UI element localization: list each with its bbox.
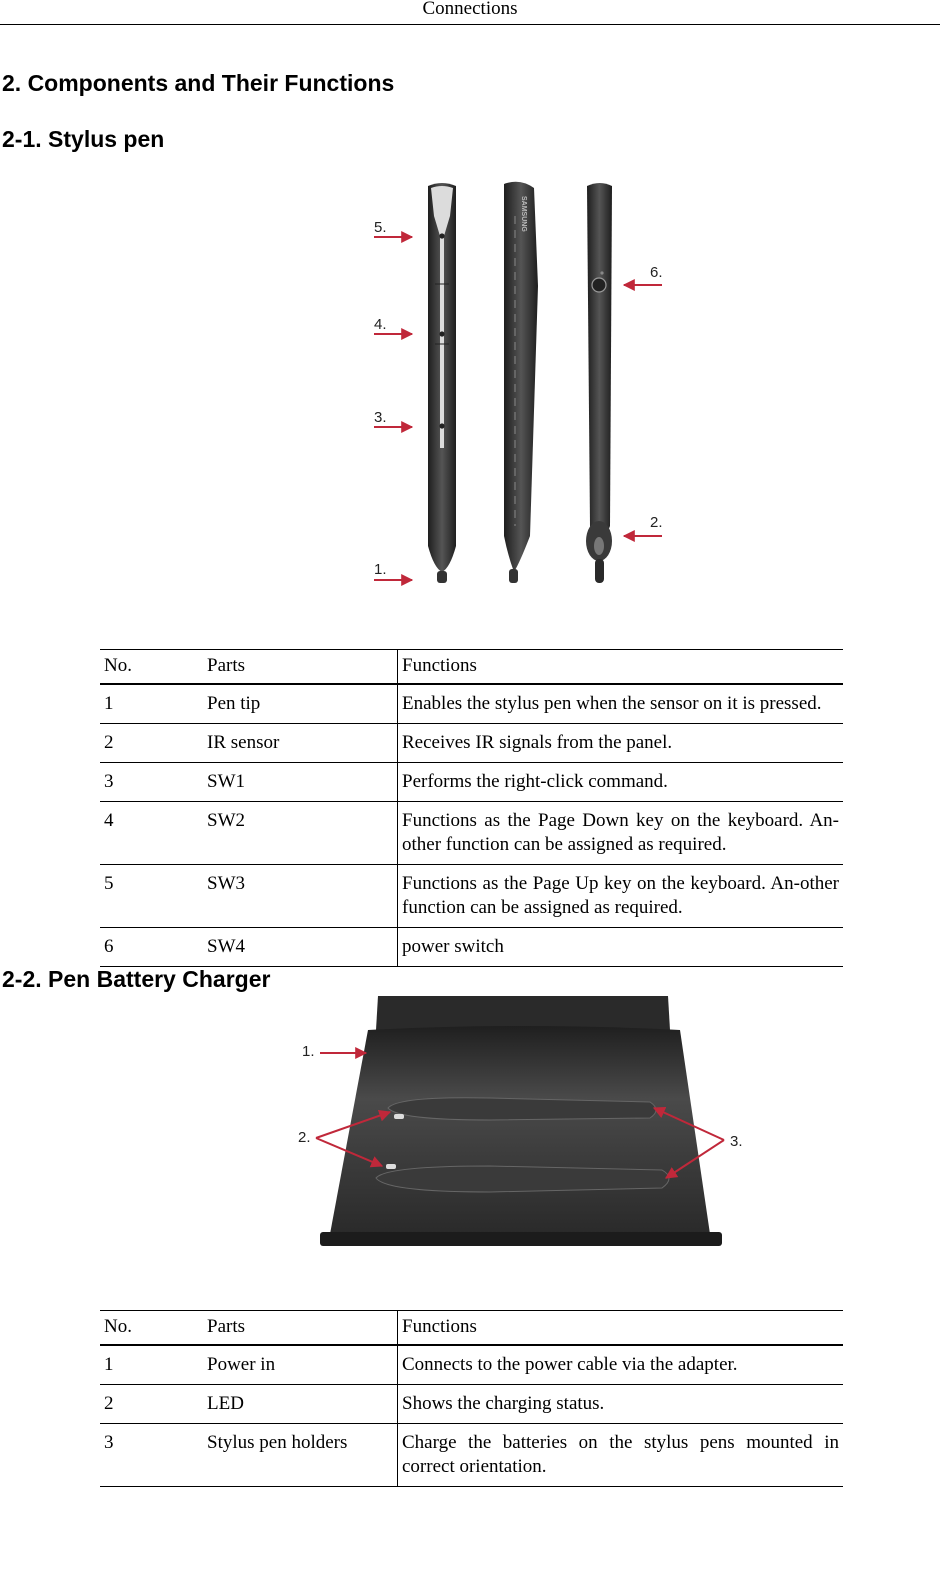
header-no: No.: [100, 1311, 203, 1346]
led-top-icon: [394, 1114, 404, 1119]
row-part: Pen tip: [203, 684, 398, 724]
callout-6: 6.: [650, 264, 663, 281]
row-function: Charge the batteries on the stylus pens mounted in correct orientation.: [398, 1424, 844, 1487]
row-function: Connects to the power cable via the adapter.: [398, 1345, 844, 1385]
header-parts: Parts: [203, 650, 398, 685]
table-header-row: [100, 650, 843, 685]
stylus-pen-heading: 2-1. Stylus pen: [2, 126, 165, 152]
row-function: Enables the stylus pen when the sensor on it is pressed.: [398, 684, 844, 724]
callout-1: 1.: [374, 561, 387, 578]
brand-logo: SAMSUNG: [520, 196, 527, 232]
table-row: [100, 1424, 843, 1487]
row-function: Performs the right-click command.: [398, 763, 844, 802]
row-function: Receives IR signals from the panel.: [398, 724, 844, 763]
table-row: [100, 763, 843, 802]
row-no: 2: [100, 1385, 203, 1424]
row-no: 1: [100, 684, 203, 724]
table-row: [100, 1385, 843, 1424]
section-title: 2. Components and Their Functions: [2, 70, 395, 96]
header-no: No.: [100, 650, 203, 685]
stylus-pen-illustration: [362, 176, 682, 591]
row-part: IR sensor: [203, 724, 398, 763]
pen-holder-top: [388, 1098, 656, 1120]
row-no: 6: [100, 928, 203, 967]
callout-4: 4.: [374, 316, 387, 333]
power-switch-icon: [592, 278, 606, 292]
pen-holder-bottom: [376, 1166, 669, 1192]
row-part: SW1: [203, 763, 398, 802]
running-header: Connections: [0, 0, 940, 25]
table-row: [100, 684, 843, 724]
table-row: [100, 802, 843, 865]
header-parts: Parts: [203, 1311, 398, 1346]
row-function: Shows the charging status.: [398, 1385, 844, 1424]
row-function: Functions as the Page Up key on the keyboard. An-other function can be assigned as required.: [398, 865, 844, 928]
callout-1: 1.: [302, 1043, 315, 1060]
row-part: Power in: [203, 1345, 398, 1385]
row-no: 3: [100, 763, 203, 802]
header-functions: Functions: [398, 650, 844, 685]
row-function: power switch: [398, 928, 844, 967]
pen-front-view: [428, 183, 456, 583]
charger-heading: 2-2. Pen Battery Charger: [2, 966, 271, 992]
callout-5: 5.: [374, 219, 387, 236]
row-no: 2: [100, 724, 203, 763]
stylus-parts-table: [100, 649, 843, 967]
row-no: 5: [100, 865, 203, 928]
row-function: Functions as the Page Down key on the keyboard. An-other function can be assigned as required.: [398, 802, 844, 865]
callout-3: 3.: [730, 1133, 743, 1150]
row-part: SW4: [203, 928, 398, 967]
table-row: [100, 724, 843, 763]
row-no: 1: [100, 1345, 203, 1385]
row-part: SW3: [203, 865, 398, 928]
callout-2: 2.: [298, 1129, 311, 1146]
table-row: [100, 1345, 843, 1385]
charger-illustration: [290, 994, 760, 1254]
header-functions: Functions: [398, 1311, 844, 1346]
table-header-row: [100, 1311, 843, 1346]
pen-back-view: [586, 183, 612, 583]
charger-parts-table: [100, 1310, 843, 1487]
row-no: 3: [100, 1424, 203, 1487]
row-no: 4: [100, 802, 203, 865]
table-row: [100, 928, 843, 967]
row-part: LED: [203, 1385, 398, 1424]
row-part: Stylus pen holders: [203, 1424, 398, 1487]
callout-3: 3.: [374, 409, 387, 426]
table-row: [100, 865, 843, 928]
callout-2: 2.: [650, 514, 663, 531]
charger-body: [320, 996, 722, 1246]
pen-side-view: [504, 182, 538, 583]
led-bottom-icon: [386, 1164, 396, 1169]
row-part: SW2: [203, 802, 398, 865]
